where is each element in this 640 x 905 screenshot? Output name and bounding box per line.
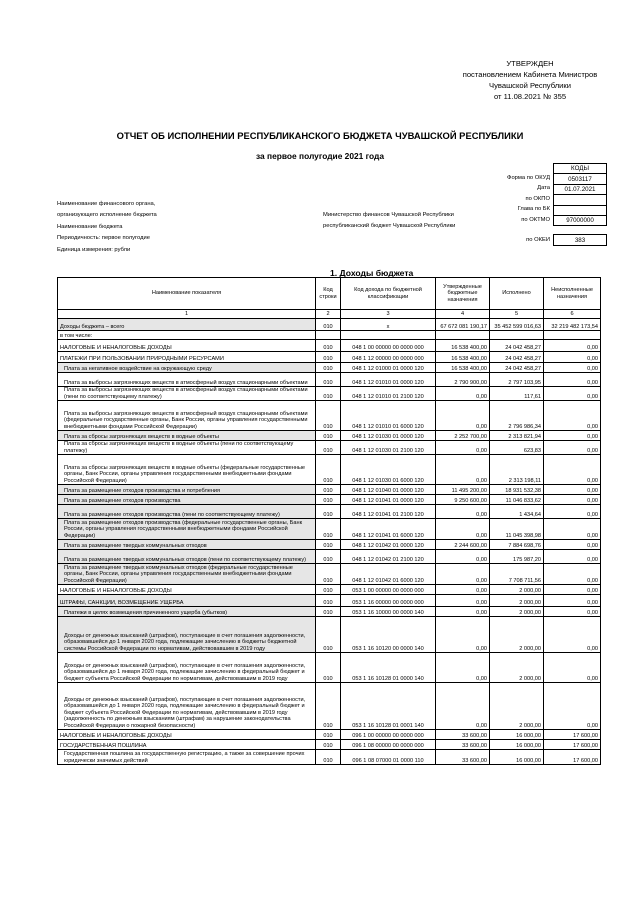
row-line-code: 010: [316, 340, 341, 352]
okud-label: Форма по ОКУД: [507, 175, 550, 181]
period-label: Периодичность: первое полугодие: [57, 235, 150, 242]
okei-code: 383: [554, 235, 607, 245]
row-line-code: 010: [316, 319, 341, 331]
row-remaining: 0,00: [544, 455, 601, 485]
row-kbk: [341, 331, 436, 340]
row-approved: 0,00: [436, 595, 490, 607]
section-title: 1. Доходы бюджета: [330, 268, 414, 278]
row-remaining: 0,00: [544, 519, 601, 540]
row-kbk: 048 1 12 01042 01 6000 120: [341, 564, 436, 585]
row-remaining: 0,00: [544, 550, 601, 564]
row-name: в том числе:: [58, 331, 316, 340]
row-line-code: 010: [316, 550, 341, 564]
row-remaining: 0,00: [544, 617, 601, 653]
row-line-code: 010: [316, 683, 341, 730]
row-line-code: 010: [316, 750, 341, 765]
row-line-code: 010: [316, 485, 341, 495]
row-executed: 16 000,00: [490, 750, 544, 765]
row-line-code: 010: [316, 441, 341, 455]
row-kbk: 053 1 16 10120 00 0000 140: [341, 617, 436, 653]
row-line-code: 010: [316, 585, 341, 595]
table-row: [58, 595, 601, 607]
row-remaining: 0,00: [544, 495, 601, 505]
row-kbk: 048 1 12 01030 01 6000 120: [341, 455, 436, 485]
table-row: [58, 550, 601, 564]
row-name: Плата за сбросы загрязняющих веществ в водные объекты: [58, 431, 316, 441]
row-executed: 2 000,00: [490, 683, 544, 730]
report-date: 01.07.2021: [554, 184, 607, 194]
row-name: ШТРАФЫ, САНКЦИИ, ВОЗМЕЩЕНИЕ УЩЕРБА: [58, 595, 316, 607]
row-kbk: 048 1 12 01030 01 2100 120: [341, 441, 436, 455]
table-row: [58, 617, 601, 653]
row-name: Плата за сбросы загрязняющих веществ в водные объекты (пени по соответствующему платежу): [58, 441, 316, 455]
table-row: [58, 585, 601, 595]
row-line-code: 010: [316, 363, 341, 373]
table-row: [58, 387, 601, 401]
table-row: [58, 564, 601, 585]
row-remaining: 0,00: [544, 540, 601, 550]
row-name: Плата за размещение твердых коммунальных отходов (пени по соответствующему платежу): [58, 550, 316, 564]
row-remaining: 17 600,00: [544, 750, 601, 765]
row-executed: 2 000,00: [490, 617, 544, 653]
budget-value: республиканский бюджет Чувашской Республики: [323, 223, 456, 230]
row-remaining: 0,00: [544, 485, 601, 495]
report-meta-labels: [57, 199, 157, 256]
glava-label: Глава по БК: [517, 206, 550, 213]
table-row: [58, 683, 601, 730]
row-executed: 11 046 833,62: [490, 495, 544, 505]
row-executed: 2 797 103,95: [490, 373, 544, 387]
row-executed: 117,61: [490, 387, 544, 401]
report-title: ОТЧЕТ ОБ ИСПОЛНЕНИИ РЕСПУБЛИКАНСКОГО БЮДЖЕТА ЧУВАШСКОЙ РЕСПУБЛИКИ: [116, 130, 524, 141]
approval-stamp: [430, 58, 630, 102]
table-row: [58, 340, 601, 352]
row-approved: 0,00: [436, 455, 490, 485]
row-approved: 16 538 400,00: [436, 363, 490, 373]
row-line-code: 010: [316, 730, 341, 740]
row-executed: 623,83: [490, 441, 544, 455]
table-row: [58, 441, 601, 455]
col-number: 5: [490, 310, 544, 319]
row-remaining: 0,00: [544, 683, 601, 730]
row-remaining: 0,00: [544, 373, 601, 387]
row-name: ПЛАТЕЖИ ПРИ ПОЛЬЗОВАНИИ ПРИРОДНЫМИ РЕСУРСАМИ: [58, 352, 316, 363]
okei-label: по ОКЕИ: [526, 236, 550, 243]
approval-line: постановлением Кабинета Министров: [462, 70, 598, 79]
header-line-code: Код строки: [316, 278, 341, 310]
row-name: Доходы бюджета – всего: [58, 319, 316, 331]
row-line-code: 010: [316, 373, 341, 387]
row-kbk: x: [341, 319, 436, 331]
row-kbk: 048 1 12 01042 01 0000 120: [341, 540, 436, 550]
row-remaining: 0,00: [544, 441, 601, 455]
row-approved: 33 600,00: [436, 730, 490, 740]
row-executed: 24 042 458,27: [490, 340, 544, 352]
table-row: [58, 331, 601, 340]
table-row: [58, 401, 601, 431]
row-remaining: 0,00: [544, 401, 601, 431]
row-executed: 2 000,00: [490, 595, 544, 607]
row-remaining: 0,00: [544, 585, 601, 595]
row-executed: 16 000,00: [490, 740, 544, 750]
column-number-row: [58, 310, 601, 319]
header-executed: Исполнено: [490, 278, 544, 310]
glava-code: [554, 205, 607, 215]
row-name: Плата за выбросы загрязняющих веществ в атмосферный воздух стационарными объектами (пени по соответствующему платежу): [58, 387, 316, 401]
table-row: [58, 319, 601, 331]
row-executed: 16 000,00: [490, 730, 544, 740]
row-kbk: 048 1 12 00000 00 0000 000: [341, 352, 436, 363]
row-line-code: 010: [316, 455, 341, 485]
codes-table: [553, 163, 607, 246]
row-approved: 11 495 200,00: [436, 485, 490, 495]
row-kbk: 053 1 16 00000 00 0000 000: [341, 595, 436, 607]
row-remaining: 17 600,00: [544, 740, 601, 750]
row-line-code: 010: [316, 595, 341, 607]
table-row: [58, 485, 601, 495]
row-remaining: 0,00: [544, 352, 601, 363]
row-remaining: [544, 331, 601, 340]
row-remaining: 32 219 482 173,54: [544, 319, 601, 331]
row-approved: 9 250 600,00: [436, 495, 490, 505]
table-row: [58, 519, 601, 540]
row-name: НАЛОГОВЫЕ И НЕНАЛОГОВЫЕ ДОХОДЫ: [58, 585, 316, 595]
report-subtitle: за первое полугодие 2021 года: [256, 151, 384, 161]
row-executed: 2 000,00: [490, 607, 544, 617]
row-kbk: 096 1 00 00000 00 0000 000: [341, 730, 436, 740]
row-approved: 0,00: [436, 585, 490, 595]
row-name: ГОСУДАРСТВЕННАЯ ПОШЛИНА: [58, 740, 316, 750]
row-line-code: 010: [316, 740, 341, 750]
header-name: Наименование показателя: [58, 278, 316, 310]
row-kbk: 048 1 12 01030 01 0000 120: [341, 431, 436, 441]
okud-code: 0503117: [554, 174, 607, 184]
table-body: [58, 319, 601, 765]
row-approved: 33 600,00: [436, 750, 490, 765]
row-kbk: 053 1 16 10128 01 0000 140: [341, 653, 436, 683]
row-line-code: 010: [316, 519, 341, 540]
row-executed: 2 313 821,94: [490, 431, 544, 441]
row-approved: 0,00: [436, 505, 490, 519]
table-row: [58, 431, 601, 441]
row-kbk: 048 1 12 01040 01 0000 120: [341, 485, 436, 495]
row-remaining: 0,00: [544, 595, 601, 607]
row-name: Плата за размещение отходов производства (федеральные государственные органы, Банк России, органы управления государственными внебюджетными фондами Российской Федерации): [58, 519, 316, 540]
row-kbk: 048 1 12 01041 01 2100 120: [341, 505, 436, 519]
row-kbk: 096 1 08 00000 00 0000 000: [341, 740, 436, 750]
row-executed: 1 434,64: [490, 505, 544, 519]
row-approved: 0,00: [436, 683, 490, 730]
row-line-code: 010: [316, 401, 341, 431]
table-row: [58, 352, 601, 363]
row-approved: 0,00: [436, 401, 490, 431]
row-line-code: 010: [316, 653, 341, 683]
income-table: [57, 277, 601, 765]
row-remaining: 17 600,00: [544, 730, 601, 740]
row-executed: 18 931 532,38: [490, 485, 544, 495]
row-approved: 0,00: [436, 607, 490, 617]
row-remaining: 0,00: [544, 564, 601, 585]
row-remaining: 0,00: [544, 431, 601, 441]
col-number: 3: [341, 310, 436, 319]
row-line-code: 010: [316, 495, 341, 505]
header-kbk: Код дохода по бюджетной классификации: [341, 278, 436, 310]
table-row: [58, 495, 601, 505]
row-line-code: 010: [316, 387, 341, 401]
row-approved: [436, 331, 490, 340]
row-approved: 2 252 700,00: [436, 431, 490, 441]
okpo-label: по ОКПО: [525, 195, 550, 202]
row-approved: 0,00: [436, 653, 490, 683]
row-name: НАЛОГОВЫЕ И НЕНАЛОГОВЫЕ ДОХОДЫ: [58, 340, 316, 352]
row-approved: 16 538 400,00: [436, 352, 490, 363]
row-name: Плата за выбросы загрязняющих веществ в атмосферный воздух стационарными объектами (федеральные государственные органы, Банк России, органы управления государственными внебюджетными фондами Российской Федерации): [58, 401, 316, 431]
row-name: Доходы от денежных взысканий (штрафов), поступающие в счет погашения задолженности, образовавшейся до 1 января 2020 года, подлежащие зачислению в федеральный бюджет и бюджет субъекта Российской Федерации по нормативам, действовавшим в 2019 году: [58, 653, 316, 683]
header-remaining: Неисполненные назначения: [544, 278, 601, 310]
code-labels: [470, 173, 550, 245]
row-line-code: 010: [316, 505, 341, 519]
approval-line: от 11.08.2021 № 355: [493, 92, 567, 101]
row-executed: 7 884 698,76: [490, 540, 544, 550]
table-row: [58, 363, 601, 373]
row-kbk: 053 1 16 10000 00 0000 140: [341, 607, 436, 617]
row-approved: 67 672 081 190,17: [436, 319, 490, 331]
row-kbk: 053 1 00 00000 00 0000 000: [341, 585, 436, 595]
table-row: [58, 607, 601, 617]
row-executed: 11 045 398,98: [490, 519, 544, 540]
header-approved: Утвержденные бюджетные назначения: [436, 278, 490, 310]
row-executed: 24 042 458,27: [490, 352, 544, 363]
row-line-code: 010: [316, 564, 341, 585]
row-remaining: 0,00: [544, 363, 601, 373]
table-row: [58, 750, 601, 765]
col-number: 1: [58, 310, 316, 319]
row-remaining: 0,00: [544, 653, 601, 683]
row-name: Плата за размещение отходов производства и потребления: [58, 485, 316, 495]
row-name: Доходы от денежных взысканий (штрафов), поступающие в счет погашения задолженности, образовавшейся до 1 января 2020 года, подлежащие зачислению в бюджеты бюджетной системы Российской Федерации по нормативам, действовавшим в 2019 году: [58, 617, 316, 653]
row-name: Плата за размещение твердых коммунальных отходов (федеральные государственные органы, Банк России, органы управления государственными внебюджетными фондами Российской Федерации): [58, 564, 316, 585]
row-executed: 2 313 198,11: [490, 455, 544, 485]
row-name: Плата за размещение отходов производства: [58, 495, 316, 505]
row-kbk: 096 1 08 07000 01 0000 110: [341, 750, 436, 765]
table-row: [58, 740, 601, 750]
row-executed: 175 987,20: [490, 550, 544, 564]
approval-line: Чувашской Республики: [489, 81, 571, 90]
budget-label: Наименование бюджета: [57, 223, 123, 230]
row-approved: 0,00: [436, 519, 490, 540]
col-number: 6: [544, 310, 601, 319]
row-kbk: 048 1 12 01042 01 2100 120: [341, 550, 436, 564]
row-executed: [490, 331, 544, 340]
row-executed: 2 000,00: [490, 585, 544, 595]
row-kbk: 048 1 12 01041 01 6000 120: [341, 519, 436, 540]
date-label: Дата: [537, 185, 550, 192]
row-name: Плата за размещение твердых коммунальных отходов: [58, 540, 316, 550]
row-remaining: 0,00: [544, 340, 601, 352]
row-executed: 2 000,00: [490, 653, 544, 683]
row-line-code: [316, 331, 341, 340]
table-row: [58, 730, 601, 740]
row-kbk: 048 1 12 01010 01 0000 120: [341, 373, 436, 387]
row-approved: 0,00: [436, 617, 490, 653]
row-kbk: 048 1 12 01010 01 2100 120: [341, 387, 436, 401]
row-kbk: 053 1 16 10128 01 0001 140: [341, 683, 436, 730]
oktmo-code: 97000000: [554, 215, 607, 225]
org-label-2: организующего исполнение бюджета: [57, 212, 157, 219]
table-row: [58, 373, 601, 387]
row-name: Плата за негативное воздействие на окружающую среду: [58, 363, 316, 373]
row-name: Плата за размещение отходов производства (пени по соответствующему платежу): [58, 505, 316, 519]
row-executed: 24 042 458,27: [490, 363, 544, 373]
row-name: Государственная пошлина за государственную регистрацию, а также за совершение прочих юридически значимых действий: [58, 750, 316, 765]
table-row: [58, 505, 601, 519]
table-row: [58, 653, 601, 683]
codes-header: КОДЫ: [554, 164, 607, 174]
row-name: Плата за выбросы загрязняющих веществ в атмосферный воздух стационарными объектами: [58, 373, 316, 387]
row-line-code: 010: [316, 540, 341, 550]
row-approved: 33 600,00: [436, 740, 490, 750]
row-name: Доходы от денежных взысканий (штрафов), поступающие в счет погашения задолженности, образовавшейся до 1 января 2020 года, подлежащие зачислению в федеральный бюджет и бюджет субъекта Российской Федерации по нормативам, действовавшим в 2019 году (задолженность по денежным взысканиям (штрафам) за нарушение законодательства Российской Федерации о пожарной безопасности): [58, 683, 316, 730]
row-remaining: 0,00: [544, 607, 601, 617]
col-number: 4: [436, 310, 490, 319]
row-approved: 16 538 400,00: [436, 340, 490, 352]
row-approved: 0,00: [436, 564, 490, 585]
approval-line: УТВЕРЖДЕН: [506, 59, 554, 68]
row-executed: 7 708 711,56: [490, 564, 544, 585]
row-executed: 35 452 599 016,63: [490, 319, 544, 331]
table-row: [58, 540, 601, 550]
row-approved: 0,00: [436, 550, 490, 564]
row-line-code: 010: [316, 352, 341, 363]
row-approved: 0,00: [436, 441, 490, 455]
row-name: НАЛОГОВЫЕ И НЕНАЛОГОВЫЕ ДОХОДЫ: [58, 730, 316, 740]
row-kbk: 048 1 12 01000 01 0000 120: [341, 363, 436, 373]
row-line-code: 010: [316, 431, 341, 441]
row-name: Платежи в целях возмещения причиненного ущерба (убытков): [58, 607, 316, 617]
unit-label: Единица измерения: рубли: [57, 246, 131, 253]
okpo-code: [554, 195, 607, 205]
row-approved: 2 244 600,00: [436, 540, 490, 550]
row-kbk: 048 1 12 01010 01 6000 120: [341, 401, 436, 431]
row-approved: 0,00: [436, 387, 490, 401]
row-kbk: 048 1 00 00000 00 0000 000: [341, 340, 436, 352]
row-approved: 2 790 900,00: [436, 373, 490, 387]
row-line-code: 010: [316, 607, 341, 617]
oktmo-label: по ОКТМО: [521, 216, 550, 223]
col-number: 2: [316, 310, 341, 319]
row-remaining: 0,00: [544, 505, 601, 519]
org-value: Министерство финансов Чувашской Республики: [323, 212, 454, 218]
table-row: [58, 455, 601, 485]
row-name: Плата за сбросы загрязняющих веществ в водные объекты (федеральные государственные органы, Банк России, органы управления государственными внебюджетными фондами Российской Федерации): [58, 455, 316, 485]
table-header-row: [58, 278, 601, 310]
row-line-code: 010: [316, 617, 341, 653]
row-kbk: 048 1 12 01041 01 0000 120: [341, 495, 436, 505]
report-meta-values: [323, 210, 455, 233]
row-executed: 2 796 986,34: [490, 401, 544, 431]
row-remaining: 0,00: [544, 387, 601, 401]
org-label-1: Наименование финансового органа,: [57, 201, 156, 207]
